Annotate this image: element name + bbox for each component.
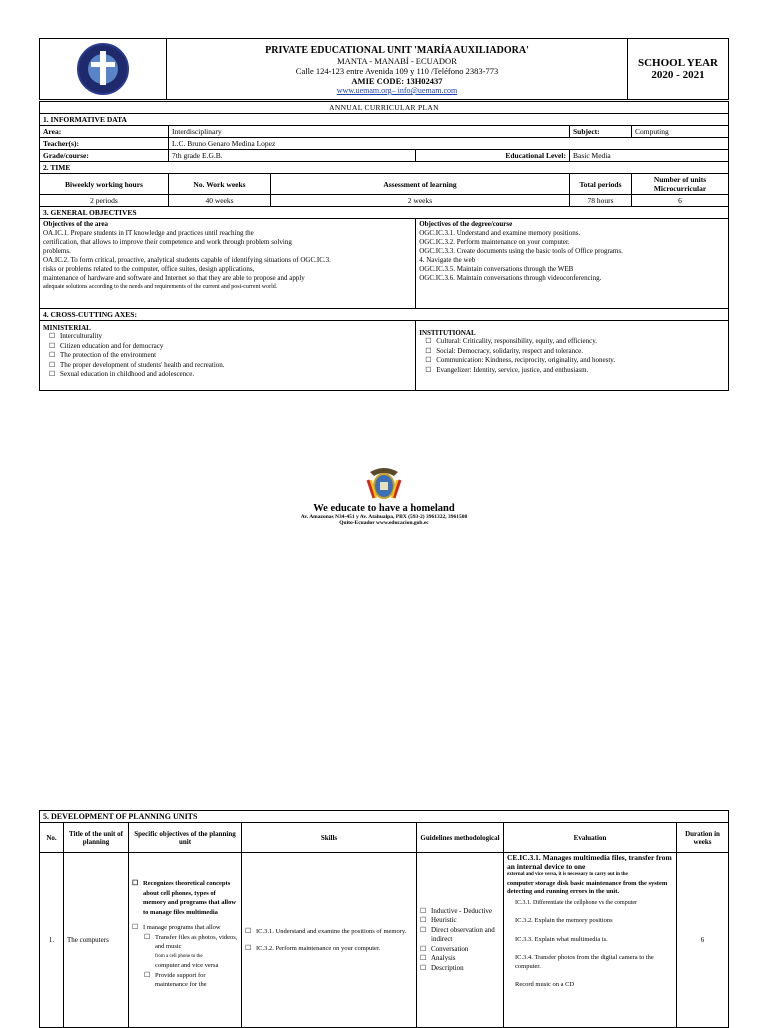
institutional-item: ☐ Communication: Kindness, reciprocity, originality, and honesty. [425, 356, 725, 366]
dev-header-title: Title of the unit of planning [64, 823, 129, 853]
area-objective-line: adequate solutions according to the needs and requirements of the current and post-current world. [43, 284, 278, 290]
school-info [167, 39, 628, 100]
level-label: Educational Level: [416, 150, 570, 162]
ministerial-item: ☐ Citizen education and for democracy [49, 342, 412, 352]
guideline-item: ☐ Direct observation and indirect [420, 926, 500, 945]
unit-title: The computers [64, 853, 129, 1028]
area-objective-line: maintenance of hardware and software and Internet so that they are able to propose and apply [43, 274, 305, 282]
evaluation-item: IC.3.4. Transfer photos from the digital camera to the computer. [515, 954, 654, 970]
dev-header-skills: Skills [242, 823, 417, 853]
section-informative: 1. INFORMATIVE DATA [40, 114, 729, 126]
unit-objective-sub: ☐ Transfer files as photos, videos, and music from a cell phone to the computer and vice versa [144, 933, 238, 971]
unit-objectives [129, 853, 242, 1028]
degree-objective-line: OGC.IC.3.2. Perform maintenance on your computer. [419, 238, 570, 246]
area-objective-line: certification, that allows to improve their competence and work through problem solving [43, 238, 292, 246]
institutional-item: ☐ Social: Democracy, solidarity, respect and tolerance. [425, 347, 725, 357]
degree-objective-line: OGC.IC.3.5. Maintain conversations through the WEB [419, 265, 574, 273]
grade-label: Grade/course: [40, 150, 169, 162]
area-value: Interdisciplinary [169, 126, 570, 138]
unit-duration: 6 [677, 853, 729, 1028]
evaluation-criterion-rest: computer storage disk basic maintenance from the system detecting and running errors in the unit. [507, 879, 668, 895]
degree-objective-line: 4. Navigate the web [419, 256, 476, 264]
institutional-item: ☐ Evangelizer: Identity, service, justice, and enthusiasm. [425, 366, 725, 376]
grade-value: 7th grade E.G.B. [169, 150, 416, 162]
school-links[interactable]: www.uemam.org– info@uemam.com [336, 86, 458, 95]
evaluation-item: IC.3.1. Differentiate the cellphone vs the computer [515, 899, 638, 906]
dev-header-no: No. [40, 823, 64, 853]
dev-header-guidelines: Guidelines methodological [417, 823, 504, 853]
degree-objectives [416, 219, 729, 309]
subject-value: Computing [631, 126, 728, 138]
unit-skills [242, 853, 417, 1028]
section-time: 2. TIME [40, 162, 729, 174]
degree-objective-line: OGC.IC.3.1. Understand and examine memory positions. [419, 229, 581, 237]
unit-objective: ☐ Recognizes theoretical concepts about cell phones, types of memory and programs that allow to manage files multimedia [132, 879, 238, 917]
ministry-web: Quito-Ecuador www.educacion.gob.ec [339, 520, 429, 526]
institutional-title: INSTITUTIONAL [419, 329, 476, 337]
guideline-item: ☐ Heuristic [420, 916, 500, 926]
unit-guidelines [417, 853, 504, 1028]
ministerial-item: ☐ The protection of the environment [49, 351, 412, 361]
area-objective-line: risks or problems related to the computer, office suites, design applications, [43, 265, 255, 273]
unit-objective-sub: ☐ Provide support for maintenance for the [144, 971, 238, 990]
subject-label: Subject: [569, 126, 631, 138]
unit-objective: ☐ I manage programs that allow [132, 923, 238, 933]
section-axes: 4. CROSS-CUTTING AXES: [40, 309, 729, 321]
time-header-assessment: Assessment of learning [271, 174, 570, 195]
area-label: Area: [40, 126, 169, 138]
school-crest-icon [77, 43, 129, 95]
teacher-label: Teacher(s): [40, 138, 169, 150]
level-value: Basic Media [569, 150, 728, 162]
section-development: 5. DEVELOPMENT OF PLANNING UNITS [40, 811, 729, 823]
national-coat-of-arms-icon [364, 462, 404, 502]
school-year-label: SCHOOL YEAR [638, 57, 718, 69]
time-header-periods: Total periods [569, 174, 631, 195]
ministry-address: Av. Amazonas N34-451 y Av. Atahualpa, PBX (593-2) 3961322, 3961508 [300, 514, 468, 520]
time-value-assessment: 2 weeks [271, 195, 570, 207]
amie-code: AMIE CODE: 13H02437 [351, 76, 443, 86]
guideline-item: ☐ Conversation [420, 945, 500, 955]
ministerial-item: ☐ The proper development of students' health and recreation. [49, 361, 412, 371]
degree-objective-line: OGC.IC.3.6. Maintain conversations through videoconferencing. [419, 274, 602, 282]
evaluation-note: external and vice versa, it is necessary to carry out in the [507, 872, 628, 877]
degree-objective-line: OGC.IC.3.3. Create documents using the basic tools of Office programs. [419, 247, 623, 255]
time-header-units: Number of units Microcurricular [632, 174, 729, 195]
school-year: 2020 - 2021 [651, 69, 705, 81]
time-value-units: 6 [632, 195, 729, 207]
ministerial-title: MINISTERIAL [43, 324, 91, 332]
ministerial-item: ☐ Interculturality [49, 332, 412, 342]
plan-title: ANNUAL CURRICULAR PLAN [40, 102, 729, 114]
degree-objectives-title: Objectives of the degree/course [419, 220, 513, 228]
institutional-axes [416, 321, 729, 391]
evaluation-item: Record music on a CD [515, 981, 575, 988]
school-name: PRIVATE EDUCATIONAL UNIT 'MARÍA AUXILIADORA' [265, 45, 529, 56]
table-row [40, 853, 729, 1028]
school-address: Calle 124-123 entre Avenida 109 y 110 /Teléfono 2383-773 [295, 66, 499, 76]
area-objective-line: OA.IC.2. To form critical, proactive, analytical students capable of identifying situations of OGC.IC.3. [43, 256, 331, 264]
institutional-item: ☐ Cultural: Criticality, responsibility, equity, and efficiency. [425, 337, 725, 347]
time-value-weeks: 40 weeks [169, 195, 271, 207]
dev-header-objectives: Specific objectives of the planning unit [129, 823, 242, 853]
ministerial-axes [40, 321, 416, 391]
development-table [39, 810, 729, 1028]
teacher-value: L.C. Bruno Genaro Medina Lopez [169, 138, 729, 150]
school-city: MANTA - MANABÍ - ECUADOR [337, 56, 457, 66]
school-year-cell [628, 39, 729, 100]
school-logo-cell [40, 39, 167, 100]
unit-evaluation [504, 853, 677, 1028]
guideline-item: ☐ Description [420, 964, 500, 974]
ministry-footer [0, 462, 768, 526]
time-value-biweekly: 2 periods [40, 195, 169, 207]
guideline-item: ☐ Analysis [420, 954, 500, 964]
unit-number: 1. [40, 853, 64, 1028]
dev-header-evaluation: Evaluation [504, 823, 677, 853]
skill-item: ☐ IC.3.1. Understand and examine the positions of memory. [245, 927, 413, 937]
guideline-item: ☐ Inductive - Deductive [420, 907, 500, 917]
area-objectives [40, 219, 416, 309]
area-objectives-title: Objectives of the area [43, 220, 108, 228]
dev-header-duration: Duration in weeks [677, 823, 729, 853]
area-objective-line: problems. [43, 247, 71, 255]
document-header [39, 38, 729, 100]
ministerial-item: ☐ Sexual education in childhood and adolescence. [49, 370, 412, 380]
time-header-biweekly: Biweekly working hours [40, 174, 169, 195]
evaluation-item: IC.3.2. Explain the memory positions [515, 917, 613, 924]
section-objectives: 3. GENERAL OBJECTIVES [40, 207, 729, 219]
evaluation-item: IC.3.3. Explain what multimedia is. [515, 935, 608, 943]
plan-sections [39, 101, 729, 391]
area-objective-line: OA.IC.1. Prepare students in IT knowledge and practices until reaching the [43, 229, 254, 237]
time-value-periods: 78 hours [569, 195, 631, 207]
skill-item: ☐ IC.3.2. Perform maintenance on your computer. [245, 944, 413, 954]
ministry-motto: We educate to have a homeland [313, 503, 455, 514]
evaluation-criterion: CE.IC.3.1. Manages multimedia files, transfer from an internal device to one [507, 853, 672, 871]
time-header-weeks: No. Work weeks [169, 174, 271, 195]
